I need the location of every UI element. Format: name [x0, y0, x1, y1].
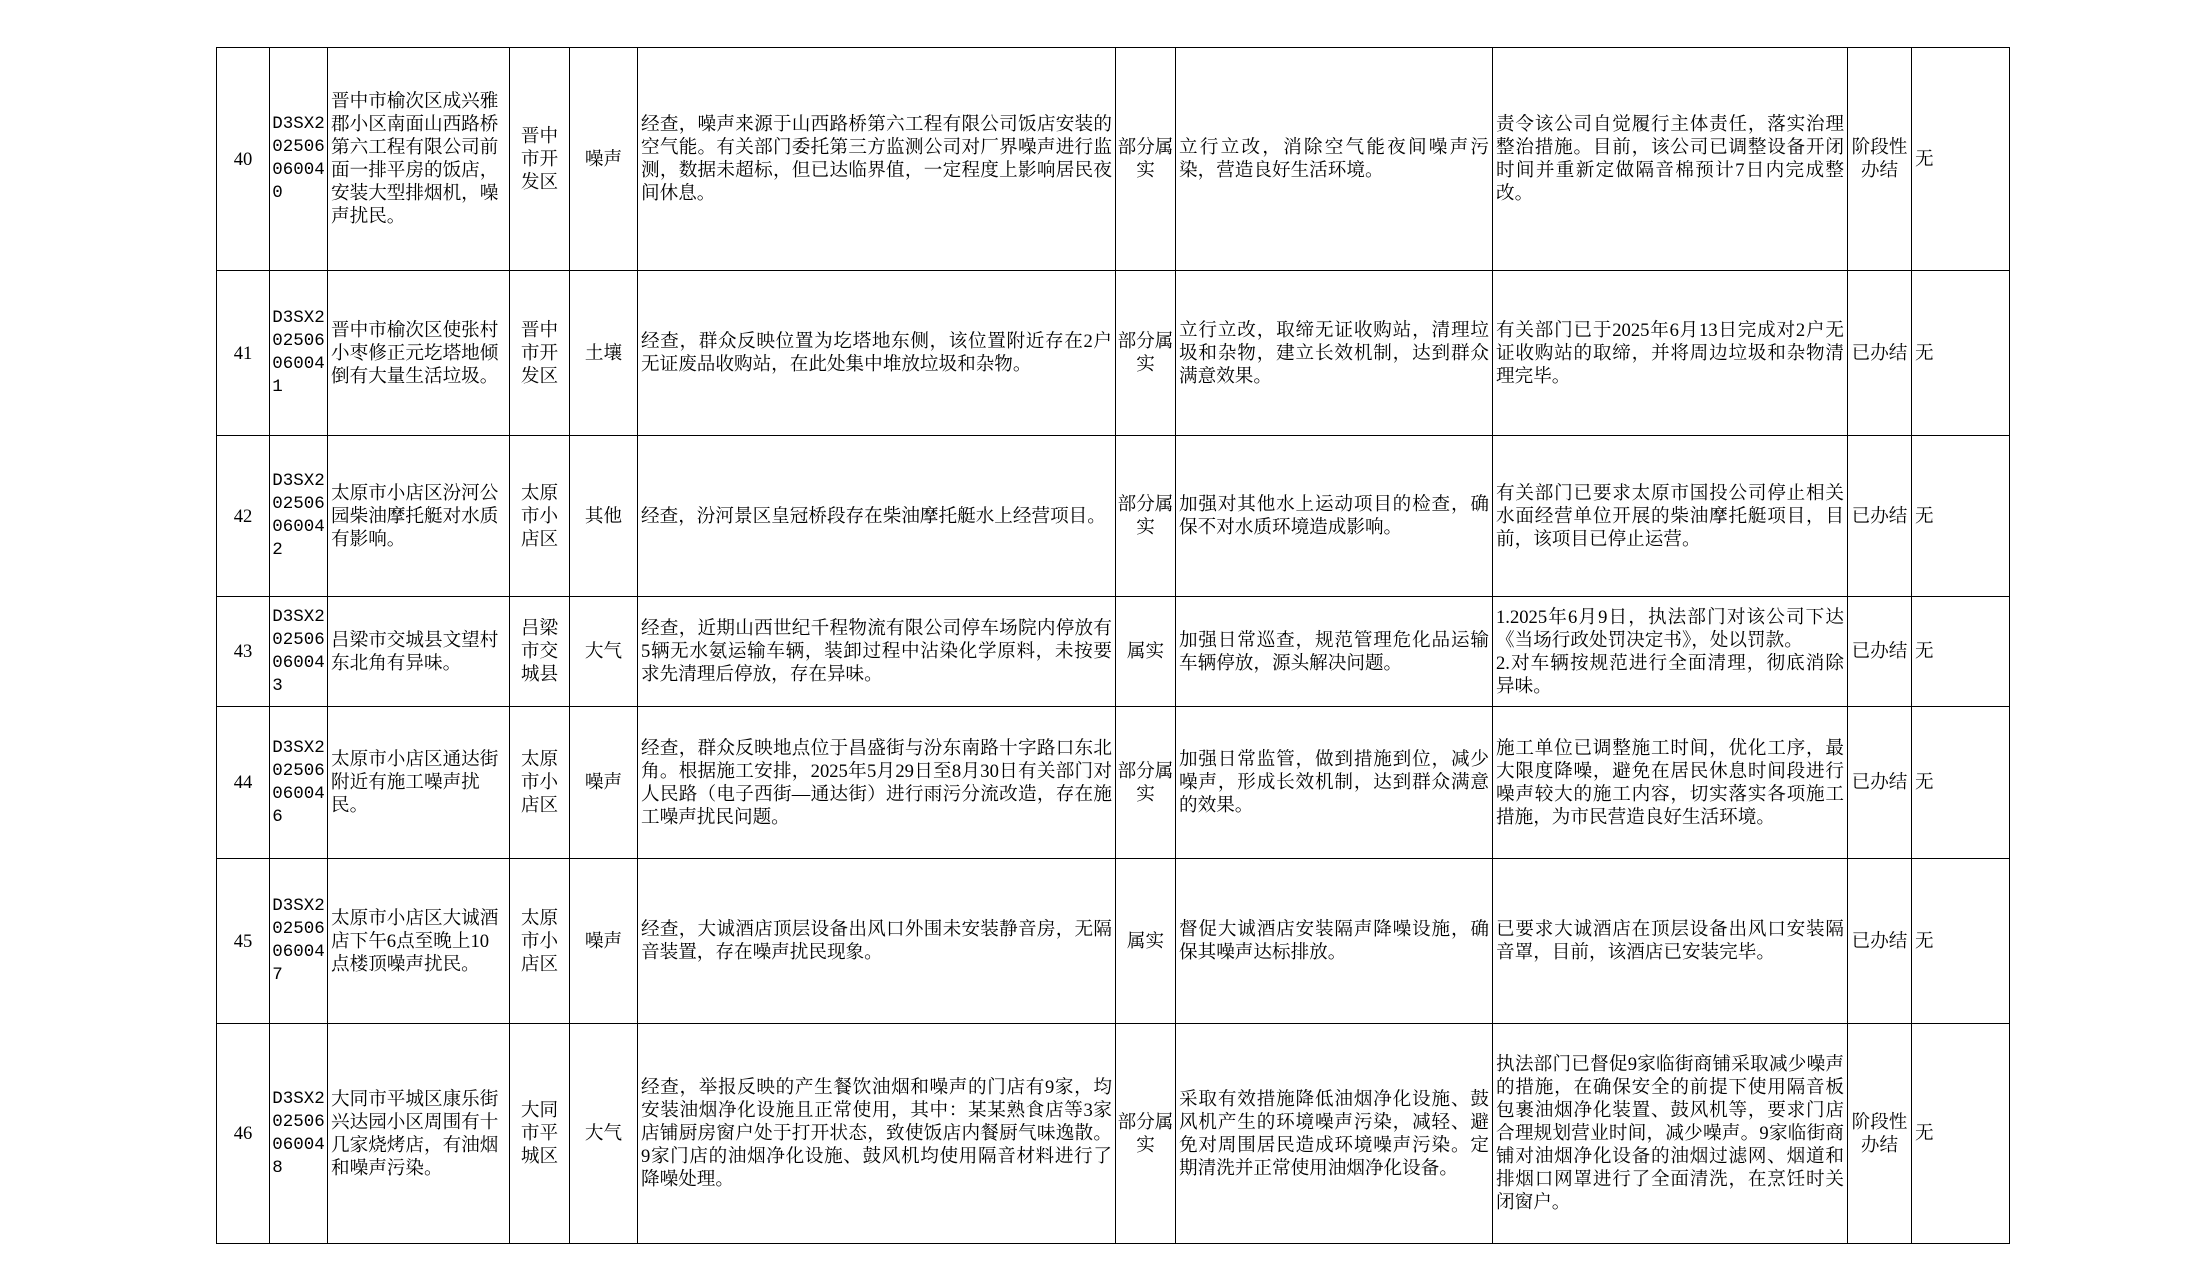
- pollution-type-cell: [570, 707, 638, 859]
- handling-result-cell: [1493, 1024, 1848, 1244]
- completion-status: 已办结: [1851, 505, 1908, 527]
- completion-status-cell: [1848, 707, 1912, 859]
- completion-status-cell: [1848, 48, 1912, 271]
- administrative-area-cell: [510, 597, 570, 707]
- row-number-cell: [217, 436, 270, 597]
- complaint-handling-table: [216, 47, 2010, 1244]
- accountability-info-cell: [1912, 597, 2010, 707]
- handling-result-line: 2.对车辆按规范进行全面清理，彻底消除异味。: [1496, 652, 1844, 697]
- table-row: [217, 597, 2010, 707]
- complaint-id: D3SX202506060043: [272, 606, 325, 696]
- administrative-area: 太原市小店区: [520, 749, 559, 816]
- rectification-measures: 立行立改，取缔无证收购站，清理垃圾和杂物，建立长效机制，达到群众满意效果。: [1179, 319, 1489, 387]
- pollution-type: 噪声: [584, 930, 623, 952]
- completion-status-cell: [1848, 597, 1912, 707]
- row-number: 40: [233, 148, 253, 170]
- administrative-area: 吕梁市交城县: [520, 618, 559, 685]
- rectification-measures-cell: [1176, 859, 1493, 1024]
- investigation-findings-cell: [638, 707, 1116, 859]
- verification-result-cell: [1116, 859, 1176, 1024]
- administrative-area-cell: [510, 859, 570, 1024]
- pollution-type-cell: [570, 436, 638, 597]
- complaint-id: D3SX202506060042: [272, 471, 325, 560]
- investigation-findings-cell: [638, 597, 1116, 707]
- complaint-content-cell: [328, 1024, 510, 1244]
- complaint-id-cell: [270, 597, 328, 707]
- complaint-id-cell: [270, 1024, 328, 1244]
- completion-status: 已办结: [1851, 641, 1908, 662]
- administrative-area-cell: [510, 707, 570, 859]
- rectification-measures: 立行立改，消除空气能夜间噪声污染，营造良好生活环境。: [1179, 137, 1489, 181]
- table-body: [217, 48, 2010, 1244]
- verification-result: 部分属实: [1117, 331, 1174, 375]
- investigation-findings-cell: [638, 436, 1116, 597]
- rectification-measures-cell: [1176, 436, 1493, 597]
- complaint-content: 太原市小店区通达街附近有施工噪声扰民。: [331, 749, 499, 816]
- completion-status-cell: [1848, 859, 1912, 1024]
- complaint-content: 吕梁市交城县文望村东北角有异味。: [331, 629, 499, 674]
- accountability-info-cell: [1912, 271, 2010, 436]
- handling-result-line: 有关部门已要求太原市国投公司停止相关水面经营单位开展的柴油摩托艇项目，目前，该项目已停止运营。: [1496, 482, 1844, 550]
- complaint-content: 晋中市榆次区成兴雅郡小区南面山西路桥第六工程有限公司前面一排平房的饭店，安装大型排烟机，噪声扰民。: [331, 91, 499, 227]
- complaint-id: D3SX202506060040: [272, 114, 325, 203]
- investigation-findings-cell: [638, 859, 1116, 1024]
- complaint-content: 太原市小店区大诚酒店下午6点至晚上10点楼顶噪声扰民。: [331, 907, 499, 975]
- administrative-area: 太原市小店区: [520, 482, 559, 550]
- investigation-findings: 经查，近期山西世纪千程物流有限公司停车场院内停放有5辆无水氨运输车辆，装卸过程中沾染化学原料，未按要求先清理后停放，存在异味。: [641, 618, 1112, 685]
- row-number: 46: [233, 1123, 253, 1144]
- row-number-cell: [217, 271, 270, 436]
- row-number-cell: [217, 859, 270, 1024]
- accountability-info-cell: [1912, 48, 2010, 271]
- table-row: [217, 1024, 2010, 1244]
- pollution-type: 噪声: [584, 148, 623, 170]
- accountability-info: 无: [1915, 641, 1934, 662]
- row-number: 43: [233, 641, 253, 662]
- accountability-info-cell: [1912, 707, 2010, 859]
- row-number: 45: [233, 930, 253, 952]
- rectification-measures-cell: [1176, 597, 1493, 707]
- pollution-type: 土壤: [584, 342, 623, 364]
- administrative-area-cell: [510, 271, 570, 436]
- complaint-content-cell: [328, 48, 510, 271]
- complaint-id-cell: [270, 271, 328, 436]
- rectification-measures-cell: [1176, 707, 1493, 859]
- handling-result-line: 有关部门已于2025年6月13日完成对2户无证收购站的取缔，并将周边垃圾和杂物清理完毕。: [1496, 319, 1844, 387]
- accountability-info: 无: [1915, 772, 1934, 793]
- handling-result-line: 1.2025年6月9日，执法部门对该公司下达《当场行政处罚决定书》，处以罚款。: [1496, 606, 1844, 651]
- investigation-findings: 经查，汾河景区皇冠桥段存在柴油摩托艇水上经营项目。: [641, 505, 1106, 527]
- row-number-cell: [217, 707, 270, 859]
- complaint-content-cell: [328, 859, 510, 1024]
- handling-result-cell: [1493, 48, 1848, 271]
- handling-result-line: 施工单位已调整施工时间，优化工序，最大限度降噪，避免在居民休息时间段进行噪声较大的施工内容，切实落实各项施工措施，为市民营造良好生活环境。: [1496, 737, 1844, 828]
- administrative-area-cell: [510, 1024, 570, 1244]
- administrative-area: 晋中市开发区: [520, 125, 559, 193]
- verification-result-cell: [1116, 271, 1176, 436]
- handling-result-cell: [1493, 597, 1848, 707]
- complaint-id: D3SX202506060046: [272, 737, 325, 827]
- row-number-cell: [217, 1024, 270, 1244]
- table-row: [217, 707, 2010, 859]
- complaint-id-cell: [270, 48, 328, 271]
- completion-status-cell: [1848, 436, 1912, 597]
- complaint-id: D3SX202506060047: [272, 896, 325, 985]
- accountability-info: 无: [1915, 148, 1934, 170]
- pollution-type-cell: [570, 1024, 638, 1244]
- verification-result-cell: [1116, 597, 1176, 707]
- rectification-measures: 加强日常巡查，规范管理危化品运输车辆停放，源头解决问题。: [1179, 629, 1489, 674]
- verification-result: 属实: [1126, 641, 1165, 662]
- verification-result: 部分属实: [1117, 760, 1174, 805]
- investigation-findings: 经查，群众反映地点位于昌盛街与汾东南路十字路口东北角。根据施工安排，2025年5月29日至8月30日有关部门对人民路（电子西街—通达街）进行雨污分流改造，存在施工噪声扰民问题。: [641, 737, 1112, 828]
- accountability-info: 无: [1915, 505, 1934, 527]
- completion-status: 已办结: [1851, 342, 1908, 364]
- investigation-findings: 经查，群众反映位置为圪塔地东侧，该位置附近存在2户无证废品收购站，在此处集中堆放垃圾和杂物。: [641, 331, 1112, 375]
- rectification-measures-cell: [1176, 1024, 1493, 1244]
- investigation-findings: 经查，大诚酒店顶层设备出风口外围未安装静音房，无隔音装置，存在噪声扰民现象。: [641, 919, 1112, 963]
- completion-status: 已办结: [1851, 930, 1908, 952]
- pollution-type: 噪声: [584, 772, 623, 793]
- complaint-content-cell: [328, 597, 510, 707]
- complaint-id-cell: [270, 436, 328, 597]
- complaint-id-cell: [270, 707, 328, 859]
- row-number-cell: [217, 48, 270, 271]
- pollution-type-cell: [570, 859, 638, 1024]
- investigation-findings-cell: [638, 48, 1116, 271]
- handling-result-line: 执法部门已督促9家临街商铺采取减少噪声的措施，在确保安全的前提下使用隔音板包裹油烟净化装置、鼓风机等，要求门店合理规划营业时间，减少噪声。9家临街商铺对油烟净化设备的油烟过滤网、烟道和排烟口网罩进行了全面清洗，在烹饪时关闭窗户。: [1496, 1054, 1844, 1213]
- table-row: [217, 48, 2010, 271]
- administrative-area: 大同市平城区: [520, 1100, 559, 1167]
- complaint-content-cell: [328, 271, 510, 436]
- handling-result-line: 责令该公司自觉履行主体责任，落实治理整治措施。目前，该公司已调整设备开闭时间并重新定做隔音棉预计7日内完成整改。: [1496, 114, 1844, 204]
- accountability-info: 无: [1915, 1123, 1934, 1144]
- verification-result-cell: [1116, 48, 1176, 271]
- complaint-id-cell: [270, 859, 328, 1024]
- complaint-content: 晋中市榆次区使张村小枣修正元圪塔地倾倒有大量生活垃圾。: [331, 319, 499, 387]
- rectification-measures: 采取有效措施降低油烟净化设施、鼓风机产生的环境噪声污染，减轻、避免对周围居民造成环境噪声污染。定期清洗并正常使用油烟净化设备。: [1179, 1088, 1489, 1179]
- pollution-type-cell: [570, 48, 638, 271]
- handling-result-cell: [1493, 271, 1848, 436]
- verification-result-cell: [1116, 436, 1176, 597]
- completion-status-cell: [1848, 271, 1912, 436]
- investigation-findings: 经查，噪声来源于山西路桥第六工程有限公司饭店安装的空气能。有关部门委托第三方监测公司对厂界噪声进行监测，数据未超标，但已达临界值，一定程度上影响居民夜间休息。: [641, 114, 1112, 204]
- pollution-type-cell: [570, 597, 638, 707]
- rectification-measures: 督促大诚酒店安装隔声降噪设施，确保其噪声达标排放。: [1179, 919, 1489, 963]
- row-number-cell: [217, 597, 270, 707]
- administrative-area-cell: [510, 48, 570, 271]
- complaint-content-cell: [328, 436, 510, 597]
- table-row: [217, 271, 2010, 436]
- pollution-type: 大气: [584, 1123, 623, 1144]
- table-row: [217, 436, 2010, 597]
- administrative-area: 晋中市开发区: [520, 319, 559, 387]
- pollution-type-cell: [570, 271, 638, 436]
- rectification-measures: 加强日常监管，做到措施到位，减少噪声，形成长效机制，达到群众满意的效果。: [1179, 749, 1489, 816]
- row-number: 41: [233, 342, 253, 364]
- accountability-info-cell: [1912, 1024, 2010, 1244]
- investigation-findings: 经查，举报反映的产生餐饮油烟和噪声的门店有9家，均安装油烟净化设施且正常使用，其中：某某熟食店等3家店铺厨房窗户处于打开状态，致使饭店内餐厨气味逸散。9家门店的油烟净化设施、鼓风机均使用隔音材料进行了降噪处理。: [641, 1077, 1112, 1190]
- verification-result: 部分属实: [1117, 1111, 1174, 1156]
- completion-status: 阶段性办结: [1851, 137, 1908, 181]
- complaint-content-cell: [328, 707, 510, 859]
- completion-status: 阶段性办结: [1851, 1111, 1908, 1156]
- accountability-info: 无: [1915, 930, 1934, 952]
- complaint-content: 大同市平城区康乐街兴达园小区周围有十几家烧烤店，有油烟和噪声污染。: [331, 1088, 499, 1179]
- administrative-area-cell: [510, 436, 570, 597]
- accountability-info-cell: [1912, 436, 2010, 597]
- verification-result: 部分属实: [1117, 494, 1174, 538]
- pollution-type: 大气: [584, 641, 623, 662]
- verification-result: 属实: [1126, 930, 1165, 952]
- investigation-findings-cell: [638, 1024, 1116, 1244]
- completion-status: 已办结: [1851, 772, 1908, 793]
- complaint-id: D3SX202506060048: [272, 1088, 325, 1178]
- row-number: 42: [233, 505, 253, 527]
- handling-result-cell: [1493, 436, 1848, 597]
- complaint-content: 太原市小店区汾河公园柴油摩托艇对水质有影响。: [331, 482, 499, 550]
- verification-result-cell: [1116, 1024, 1176, 1244]
- table-row: [217, 859, 2010, 1024]
- administrative-area: 太原市小店区: [520, 907, 559, 975]
- investigation-findings-cell: [638, 271, 1116, 436]
- complaint-id: D3SX202506060041: [272, 308, 325, 397]
- rectification-measures-cell: [1176, 271, 1493, 436]
- accountability-info: 无: [1915, 342, 1934, 364]
- rectification-measures-cell: [1176, 48, 1493, 271]
- completion-status-cell: [1848, 1024, 1912, 1244]
- row-number: 44: [233, 772, 253, 793]
- accountability-info-cell: [1912, 859, 2010, 1024]
- handling-result-cell: [1493, 859, 1848, 1024]
- verification-result-cell: [1116, 707, 1176, 859]
- rectification-measures: 加强对其他水上运动项目的检查，确保不对水质环境造成影响。: [1179, 494, 1489, 538]
- pollution-type: 其他: [584, 505, 623, 527]
- handling-result-line: 已要求大诚酒店在顶层设备出风口安装隔音罩，目前，该酒店已安装完毕。: [1496, 919, 1844, 963]
- verification-result: 部分属实: [1117, 137, 1174, 181]
- handling-result-cell: [1493, 707, 1848, 859]
